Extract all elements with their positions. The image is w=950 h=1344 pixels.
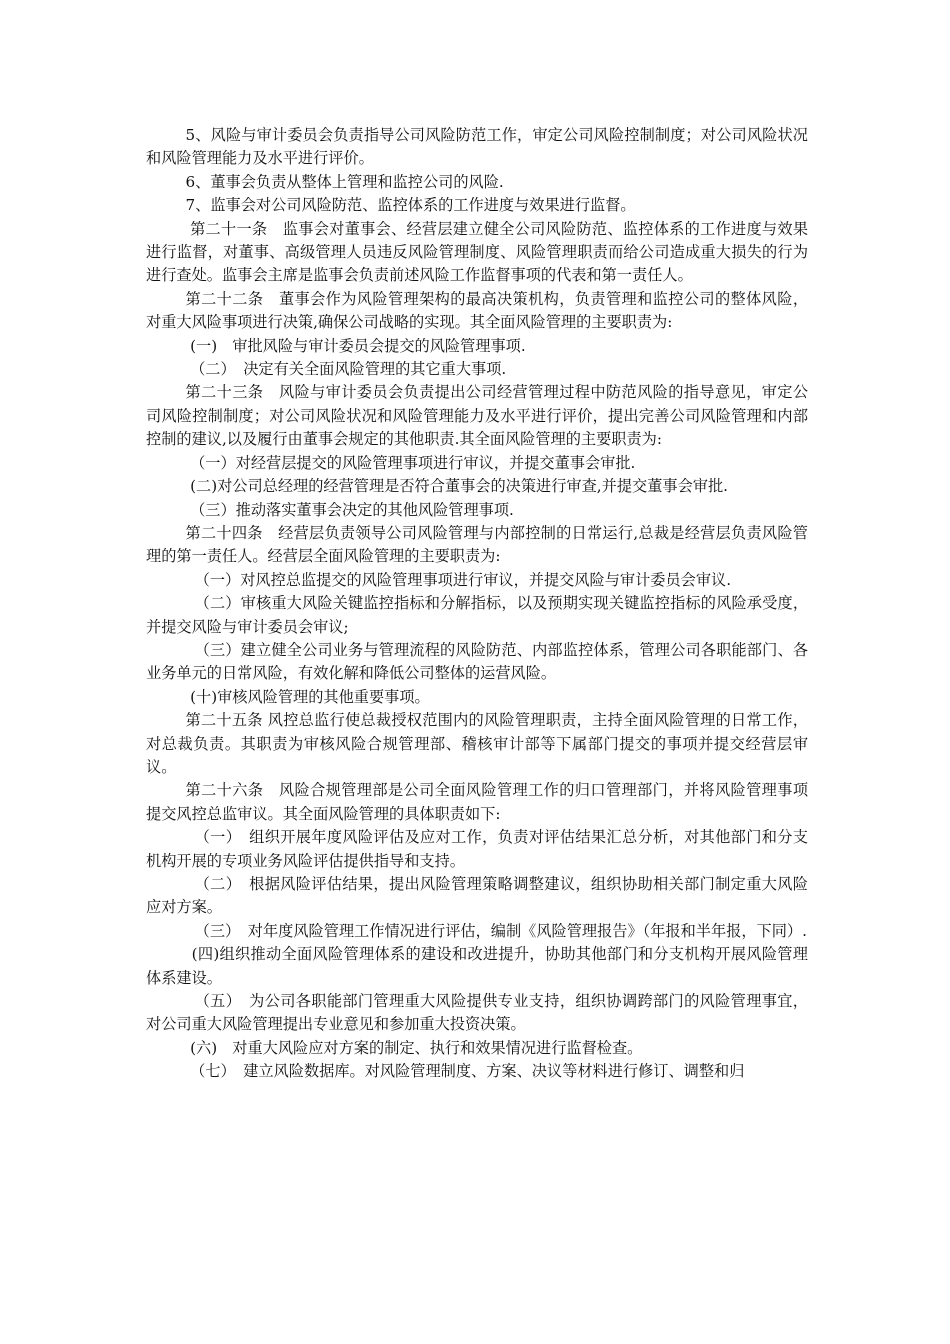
article-23-item-3: （三）推动落实董事会决定的其他风险管理事项. <box>190 500 514 519</box>
article-26-item-6: (六) 对重大风险应对方案的制定、执行和效果情况进行监督检查。 <box>190 1038 643 1057</box>
article-22-item-1: (一) 审批风险与审计委员会提交的风险管理事项. <box>190 336 526 355</box>
article-24: 第二十四条 经营层负责领导公司风险管理与内部控制的日常运行,总裁是经营层负责风险管理的第一责任人。经营层全面风险管理的主要职责为: <box>146 523 808 566</box>
article-24-item-2: （二）审核重大风险关键监控指标和分解指标，以及预期实现关键监控指标的风险承受度，并提交风险与审计委员会审议; <box>146 594 808 636</box>
article-26-item-5: （五） 为公司各职能部门管理重大风险提供专业支持，组织协调跨部门的风险管理事宜，对公司重大风险管理提出专业意见和参加重大投资决策。 <box>146 992 808 1034</box>
article-23-item-2: (二)对公司总经理的经营管理是否符合董事会的决策进行审查,并提交董事会审批. <box>190 477 728 496</box>
article-26-item-4: (四)组织推动全面风险管理体系的建设和改进提升，协助其他部门和分支机构开展风险管理体系建设。 <box>146 945 808 987</box>
article-25: 第二十五条 风控总监行使总裁授权范围内的风险管理职责，主持全面风险管理的日常工作，对总裁负责。其职责为审核风险合规管理部、稽核审计部等下属部门提交的事项并提交经营层审议。 <box>146 711 808 776</box>
article-21: 第二十一条 监事会对董事会、经营层建立健全公司风险防范、监控体系的工作进度与效果进行监督，对董事、高级管理人员违反风险管理制度、风险管理职责而给公司造成重大损失的行为进行查处。监事会主席是监事会负责前述风险工作监督事项的代表和第一责任人。 <box>146 219 808 285</box>
article-26: 第二十六条 风险合规管理部是公司全面风险管理工作的归口管理部门，并将风险管理事项提交风控总监审议。其全面风险管理的具体职责如下: <box>146 781 808 823</box>
paragraph-item-6: 6、董事会负责从整体上管理和监控公司的风险. <box>185 172 504 191</box>
article-26-item-2: （二） 根据风险评估结果，提出风险管理策略调整建议，组织协助相关部门制定重大风险应对方案。 <box>146 875 808 917</box>
article-26-item-7: （七） 建立风险数据库。对风险管理制度、方案、决议等材料进行修订、调整和归 <box>190 1062 745 1081</box>
article-22: 第二十二条 董事会作为风险管理架构的最高决策机构，负责管理和监控公司的整体风险，对重大风险事项进行决策,确保公司战略的实现。其全面风险管理的主要职责为: <box>146 289 808 332</box>
article-26-item-3: （三） 对年度风险管理工作情况进行评估，编制《风险管理报告》（年报和半年报，下同）. <box>194 921 807 940</box>
article-24-item-10: (十)审核风险管理的其他重要事项。 <box>190 687 430 706</box>
article-26-item-1: （一） 组织开展年度风险评估及应对工作，负责对评估结果汇总分析，对其他部门和分支机构开展的专项业务风险评估提供指导和支持。 <box>146 828 808 870</box>
document-page <box>146 124 808 1084</box>
article-22-item-2: （二） 决定有关全面风险管理的其它重大事项. <box>190 360 507 379</box>
paragraph-item-5: 5、风险与审计委员会负责指导公司风险防范工作，审定公司风险控制制度；对公司风险状况和风险管理能力及水平进行评价。 <box>146 126 808 168</box>
article-23-item-1: （一）对经营层提交的风险管理事项进行审议，并提交董事会审批. <box>190 453 636 472</box>
paragraph-item-7: 7、监事会对公司风险防范、监控体系的工作进度与效果进行监督。 <box>185 196 636 215</box>
article-24-item-3: （三）建立健全公司业务与管理流程的风险防范、内部监控体系，管理公司各职能部门、各业务单元的日常风险，有效化解和降低公司整体的运营风险。 <box>146 640 808 683</box>
article-24-item-1: （一）对风控总监提交的风险管理事项进行审议，并提交风险与审计委员会审议. <box>194 570 732 589</box>
article-23: 第二十三条 风险与审计委员会负责提出公司经营管理过程中防范风险的指导意见，审定公司风险控制制度；对公司风险状况和风险管理能力及水平进行评价，提出完善公司风险管理和内部控制的建议,以及履行由董事会规定的其他职责.其全面风险管理的主要职责为: <box>146 383 808 449</box>
